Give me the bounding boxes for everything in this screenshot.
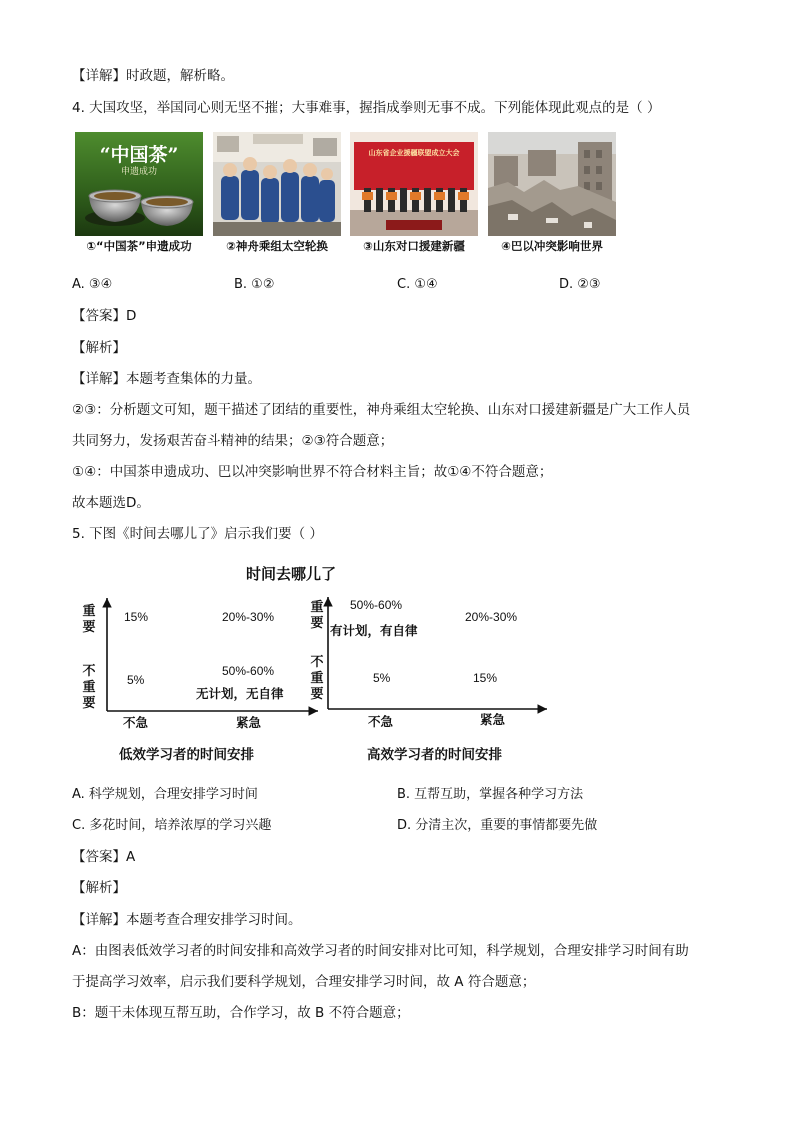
q5-analysis-label: 【解析】 xyxy=(72,880,126,896)
q4-analysis-p1: ②③：分析题文可知，题干描述了团结的重要性，神舟乘组太空轮换、山东对口援建新疆是广大工作人员 xyxy=(72,402,691,418)
prev-detail-line: 【详解】时政题，解析略。 xyxy=(72,68,234,84)
q4-analysis-p2: 共同努力，发扬艰苦奋斗精神的结果；②③符合题意； xyxy=(72,433,394,449)
left-y-top-label: 重要 xyxy=(82,604,96,635)
caption-photo-3: ③山东对口援建新疆 xyxy=(363,239,465,253)
q4-option-a: A. ③④ xyxy=(72,277,113,292)
q4-option-d: D. ②③ xyxy=(559,277,601,292)
left-br-note: 无计划，无自律 xyxy=(196,687,284,701)
caption-photo-2: ②神舟乘组太空轮换 xyxy=(226,239,328,253)
right-y-bottom-label: 不重要 xyxy=(310,655,324,702)
left-bl-value: 5% xyxy=(127,673,145,687)
right-bl-value: 5% xyxy=(373,671,391,685)
q5-option-b: B. 互帮互助，掌握各种学习方法 xyxy=(397,787,584,802)
caption-photo-1: ①“中国茶”申遗成功 xyxy=(86,239,192,253)
q5-option-a: A. 科学规划，合理安排学习时间 xyxy=(72,787,258,802)
q4-analysis-label: 【解析】 xyxy=(72,340,126,356)
left-subtitle: 低效学习者的时间安排 xyxy=(119,747,254,763)
right-tr-value: 20%-30% xyxy=(465,610,518,624)
q5-stem: 5. 下图《时间去哪儿了》启示我们要（ ） xyxy=(72,526,323,542)
left-y-bottom-label: 不重要 xyxy=(82,664,96,711)
q5-analysis-a-line2: 于提高学习效率，启示我们要科学规划，合理安排学习时间，故 A 符合题意； xyxy=(72,974,536,990)
right-br-value: 15% xyxy=(473,671,498,685)
q5-analysis-b: B：题干未体现互帮互助，合作学习，故 B 不符合题意； xyxy=(72,1005,410,1021)
q4-option-c: C. ①④ xyxy=(397,277,438,292)
left-tr-value: 20%-30% xyxy=(222,610,275,624)
q4-stem: 4. 大国攻坚，举国同心则无坚不摧；大事难事，握指成拳则无事不成。下列能体现此观点的是（ ） xyxy=(72,100,661,116)
q4-answer: 【答案】D xyxy=(72,308,137,324)
conference-banner-text: 山东省企业援疆联盟成立大会 xyxy=(368,149,460,157)
right-x-right-label: 紧急 xyxy=(480,713,506,727)
diagram-title: 时间去哪儿了 xyxy=(246,565,337,583)
q5-analysis-a-line1: A：由图表低效学习者的时间安排和高效学习者的时间安排对比可知，科学规划，合理安排学习时间有助 xyxy=(72,943,689,959)
q5-option-c: C. 多花时间，培养浓厚的学习兴趣 xyxy=(72,818,272,833)
right-subtitle: 高效学习者的时间安排 xyxy=(367,747,502,763)
left-x-left-label: 不急 xyxy=(123,716,149,730)
tea-banner-sub: 申遗成功 xyxy=(120,167,157,177)
left-x-right-label: 紧急 xyxy=(236,716,262,730)
tea-banner-text: “中国茶” xyxy=(99,144,179,166)
q4-analysis-p3: ①④：中国茶申遗成功、巴以冲突影响世界不符合材料主旨；故①④不符合题意； xyxy=(72,464,553,480)
caption-photo-4: ④巴以冲突影响世界 xyxy=(501,239,603,253)
q5-option-d: D. 分清主次，重要的事情都要先做 xyxy=(397,818,598,833)
left-tl-value: 15% xyxy=(124,610,149,624)
q5-answer: 【答案】A xyxy=(72,849,136,865)
q4-conclusion: 故本题选D。 xyxy=(72,495,150,511)
q4-detail: 【详解】本题考查集体的力量。 xyxy=(72,371,261,387)
right-y-top-label: 重要 xyxy=(310,600,324,631)
right-x-left-label: 不急 xyxy=(368,715,394,729)
q4-option-b: B. ①② xyxy=(234,277,275,292)
q5-detail: 【详解】本题考查合理安排学习时间。 xyxy=(72,912,302,928)
left-br-value: 50%-60% xyxy=(222,664,275,678)
right-tl-note: 有计划，有自律 xyxy=(330,624,418,638)
right-tl-value: 50%-60% xyxy=(350,598,403,612)
